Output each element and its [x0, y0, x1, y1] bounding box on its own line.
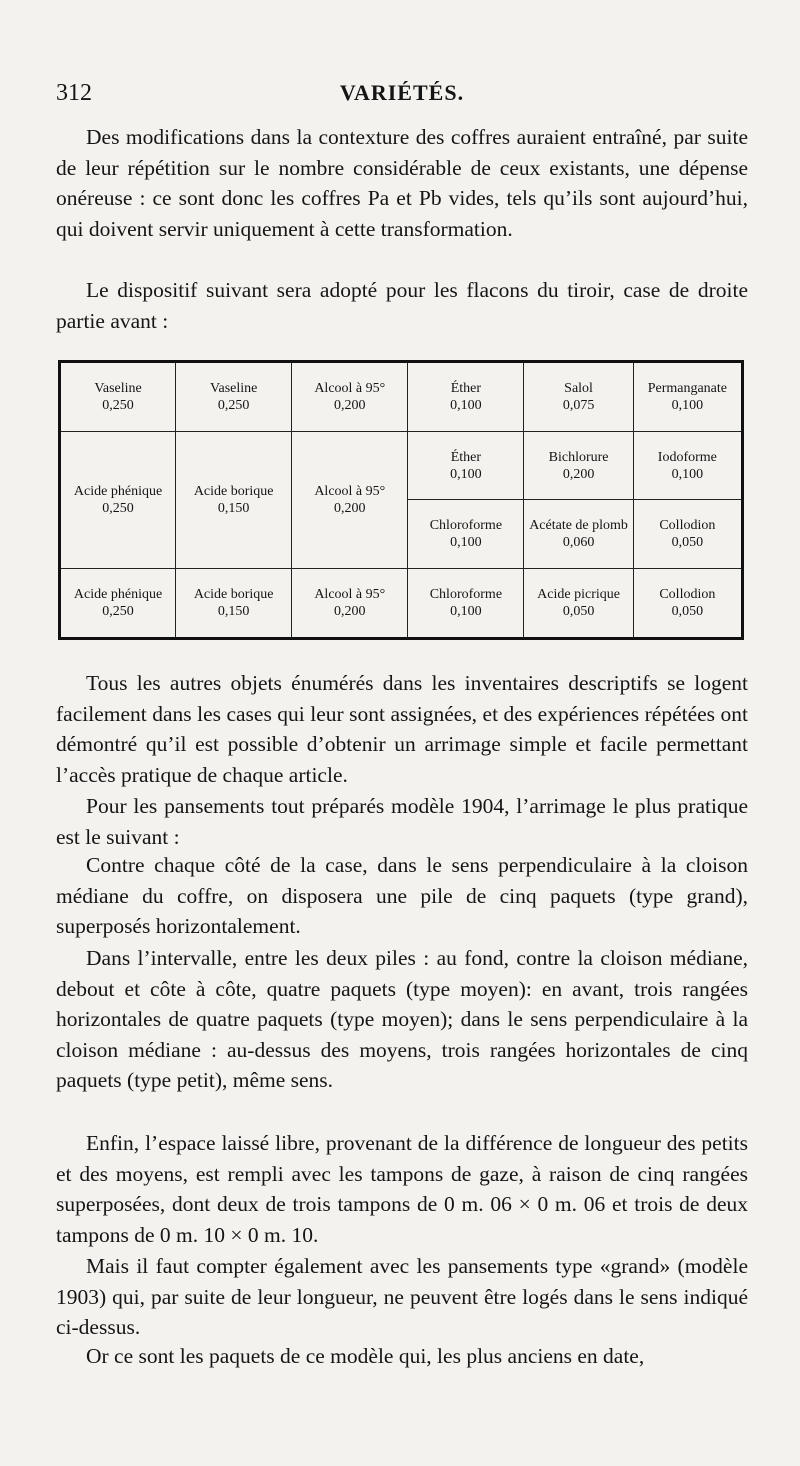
table-cell: Vaseline 0,250	[60, 362, 176, 432]
table-cell: Alcool à 95° 0,200	[292, 432, 408, 569]
paragraph-coffres: Des modifications dans la contexture des coffres auraient entraîné, par suite de leur répétition sur le nombre considérable de ceux existants, une dépense onéreuse : ce sont donc les coffres Pa et Pb vides, tels qu’ils sont aujourd’hui, qui doivent servir uniquement à cette transformation.	[56, 125, 748, 241]
paragraph-contre-chaque-cote: Contre chaque côté de la case, dans le sens perpendiculaire à la cloison médiane du coffre, on disposera une pile de cinq paquets (type grand), superposés horizontalement.	[56, 853, 748, 938]
page-number: 312	[56, 80, 92, 106]
table-cell: Éther 0,100	[408, 362, 524, 432]
table-cell: Acide borique 0,150	[176, 432, 292, 569]
table-cell: Acétate de plomb 0,060	[524, 500, 633, 568]
table-cell: Chloroforme 0,100	[408, 568, 524, 638]
table-cell: Chloroforme 0,100	[408, 500, 524, 568]
table-cell: Vaseline 0,250	[176, 362, 292, 432]
table-cell: Acide phénique 0,250	[60, 568, 176, 638]
table-cell: Éther 0,100	[408, 432, 524, 500]
paragraph-intervalle: Dans l’intervalle, entre les deux piles : au fond, contre la cloison médiane, debout et côte à côte, quatre paquets (type moyen): en avant, trois rangées horizontales de quatre paquets (type moyen); dans le sens perpendiculaire à la cloison médiane : au-dessus des moyens, trois rangées horizontales de cinq paquets (type petit), même sens.	[56, 946, 748, 1092]
running-title: VARIÉTÉS.	[339, 80, 465, 105]
paragraph-inventaires: Tous les autres objets énumérés dans les inventaires descriptifs se logent facilement dans les cases qui leur sont assignées, et des expériences répétées ont démontré qu’il est possible d’obtenir un arrimage simple et facile permettant l’accès pratique de chaque article.	[56, 671, 748, 787]
table-cell: Acide picrique 0,050	[524, 568, 633, 638]
table-cell: Permanganate 0,100	[633, 362, 742, 432]
table-cell: Bichlorure 0,200	[524, 432, 633, 500]
page-header	[56, 80, 748, 114]
flacons-table	[58, 360, 744, 640]
table-cell: Acide phénique 0,250	[60, 432, 176, 569]
paragraph-modele-1903: Mais il faut compter également avec les pansements type «grand» (modèle 1903) qui, par suite de leur longueur, ne peuvent être logés dans le sens indiqué ci-dessus.	[56, 1254, 748, 1339]
table-cell: Iodoforme 0,100	[633, 432, 742, 500]
paragraph-enfin: Enfin, l’espace laissé libre, provenant de la différence de longueur des petits et des moyens, est rempli avec les tampons de gaze, à raison de cinq rangées superposées, dont deux de trois tampons de 0 m. 06 × 0 m. 06 et trois de deux tampons de 0 m. 10 × 0 m. 10.	[56, 1131, 748, 1247]
table-cell: Salol 0,075	[524, 362, 633, 432]
paragraph-dispositif: Le dispositif suivant sera adopté pour les flacons du tiroir, case de droite partie avant :	[56, 278, 748, 333]
table-cell: Acide borique 0,150	[176, 568, 292, 638]
paragraph-pansements: Pour les pansements tout préparés modèle 1904, l’arrimage le plus pratique est le suivant :	[56, 794, 748, 849]
paragraph-or-ce-sont: Or ce sont les paquets de ce modèle qui, les plus anciens en date,	[86, 1344, 645, 1368]
table-cell: Collodion 0,050	[633, 500, 742, 568]
table-cell: Alcool à 95° 0,200	[292, 568, 408, 638]
table-cell: Alcool à 95° 0,200	[292, 362, 408, 432]
table-cell: Collodion 0,050	[633, 568, 742, 638]
